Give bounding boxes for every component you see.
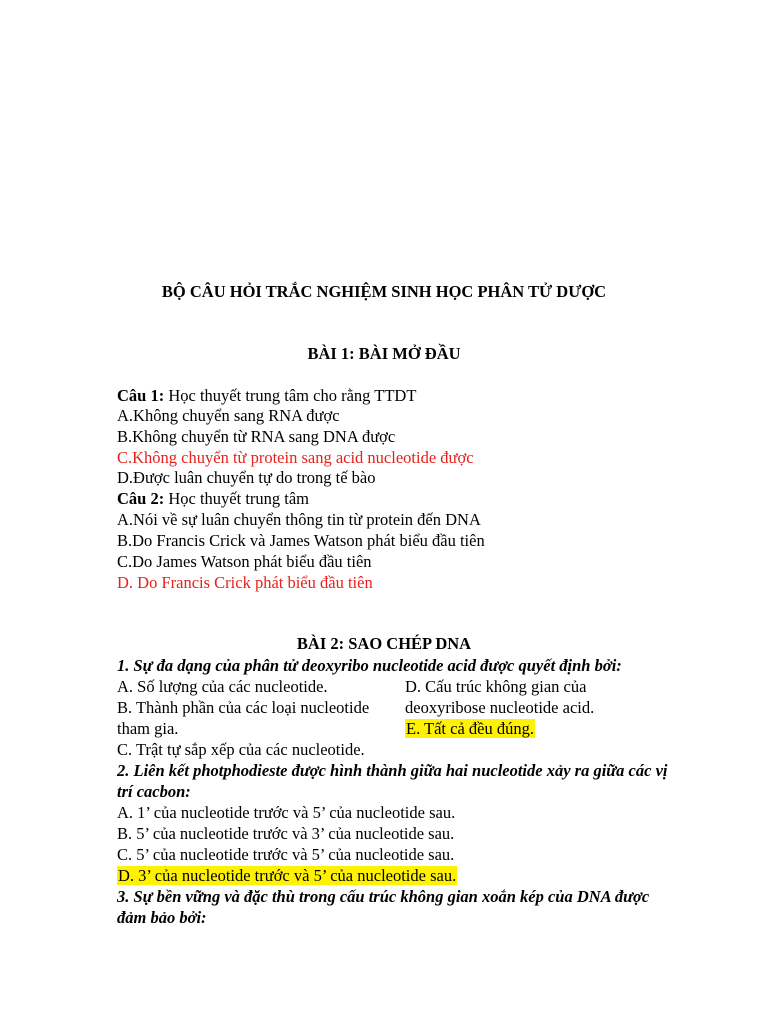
lesson2-q1-option-d-line2: deoxyribose nucleotide acid. — [405, 698, 595, 717]
lesson2-q2-option-d-correct — [117, 866, 457, 886]
lesson2-q1-option-d-line1: D. Cấu trúc không gian của — [405, 677, 587, 696]
lesson1-q1 — [117, 386, 416, 406]
lesson2-q1-option-e-correct — [405, 719, 535, 739]
lesson1-q2 — [117, 489, 309, 509]
lesson1-q1-option-b: B.Không chuyển từ RNA sang DNA được — [117, 427, 396, 446]
lesson2-q1-option-c: C. Trật tự sắp xếp của các nucleotide. — [117, 740, 365, 759]
lesson1-q2-label: Câu 2: — [117, 489, 165, 508]
lesson2-q2-option-a: A. 1’ của nucleotide trước và 5’ của nucleotide sau. — [117, 803, 456, 822]
highlighted-answer: E. Tất cả đều đúng. — [406, 719, 534, 738]
lesson1-q1-text: Học thuyết trung tâm cho rằng TTDT — [164, 386, 417, 405]
lesson1-q1-option-a: A.Không chuyển sang RNA được — [117, 406, 340, 425]
lesson2-q3-text-line1: 3. Sự bền vững và đặc thù trong cấu trúc không gian xoắn kép của DNA được — [117, 887, 650, 906]
lesson2-q2-option-c: C. 5’ của nucleotide trước và 5’ của nucleotide sau. — [117, 845, 455, 864]
lesson1-q2-text: Học thuyết trung tâm — [164, 489, 310, 508]
lesson1-q1-option-d: D.Được luân chuyển tự do trong tế bào — [117, 468, 376, 487]
document-title: BỘ CÂU HỎI TRẮC NGHIỆM SINH HỌC PHÂN TỬ DƯỢC — [161, 282, 607, 301]
lesson2-heading: BÀI 2: SAO CHÉP DNA — [296, 634, 472, 653]
lesson2-q1-option-b-line2: tham gia. — [117, 719, 179, 738]
lesson1-heading: BÀI 1: BÀI MỞ ĐẦU — [307, 344, 461, 363]
lesson2-q2-option-b: B. 5’ của nucleotide trước và 3’ của nucleotide sau. — [117, 824, 455, 843]
lesson1-q2-option-b: B.Do Francis Crick và James Watson phát biểu đầu tiên — [117, 531, 485, 550]
lesson2-q1-option-a: A. Số lượng của các nucleotide. — [117, 677, 328, 696]
lesson1-q1-option-c-correct: C.Không chuyển từ protein sang acid nucleotide được — [117, 448, 474, 467]
lesson2-q2-text-line2: trí cacbon: — [117, 782, 191, 801]
lesson1-q1-label: Câu 1: — [117, 386, 165, 405]
lesson1-q2-option-c: C.Do James Watson phát biểu đầu tiên — [117, 552, 372, 571]
lesson1-q2-option-a: A.Nói về sự luân chuyển thông tin từ protein đến DNA — [117, 510, 481, 529]
lesson2-q2-text-line1: 2. Liên kết photphodieste được hình thành giữa hai nucleotide xảy ra giữa các vị — [117, 761, 668, 780]
highlighted-answer: D. 3’ của nucleotide trước và 5’ của nucleotide sau. — [118, 866, 457, 885]
lesson1-q2-option-d-correct: D. Do Francis Crick phát biểu đầu tiên — [117, 573, 373, 592]
lesson2-q1-option-b-line1: B. Thành phần của các loại nucleotide — [117, 698, 370, 717]
lesson2-q3-text-line2: đảm bảo bởi: — [117, 908, 207, 927]
lesson2-q1-text: 1. Sự đa dạng của phân tử deoxyribo nucleotide acid được quyết định bởi: — [117, 656, 622, 675]
